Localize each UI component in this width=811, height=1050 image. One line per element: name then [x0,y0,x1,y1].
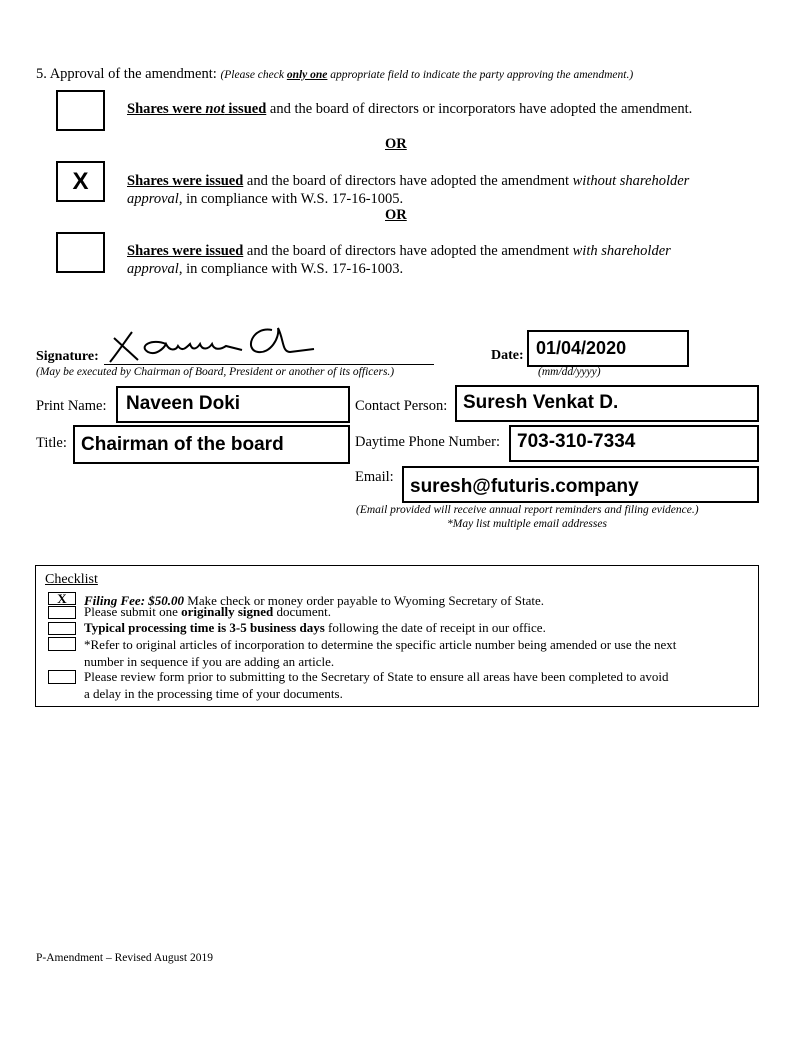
option-3-body-emph: with shareholder [572,243,671,259]
option-3-line2-emph: approval [127,261,179,277]
option-3-checkbox[interactable] [56,232,105,273]
print-name-label: Print Name: [36,398,107,414]
signature-note: (May be executed by Chairman of Board, President or another of its officers.) [36,366,395,378]
option-3-lead: Shares were issued [127,243,244,259]
option-2-mark: X [72,168,89,195]
date-label: Date: [491,348,524,363]
title-field[interactable] [73,425,350,464]
option-1-body: and the board of directors or incorporators have adopted the amendment. [266,101,693,117]
checklist-item-2 [84,604,331,620]
email-note-2: *May list multiple email addresses [447,518,607,530]
section-heading [36,66,633,83]
title-label: Title: [36,435,67,451]
option-3-body: and the board of directors have adopted the amendment [243,243,573,259]
checklist-item-2-post: document. [273,604,332,619]
email-label: Email: [355,469,394,485]
option-1-text [127,101,692,118]
option-1-lead: Shares were [127,101,206,117]
instruction-pre: (Please check [220,69,287,81]
option-1-checkbox[interactable] [56,90,105,131]
title-value: Chairman of the board [81,434,284,455]
contact-person-value: Suresh Venkat D. [463,392,619,413]
checklist-item-2-pre: Please submit one [84,604,182,619]
option-2-text [127,172,689,208]
contact-person-field[interactable] [455,385,759,422]
email-field[interactable] [402,466,759,503]
instruction-post: appropriate field to indicate the party approving the amendment.) [327,69,634,81]
checklist-item-4 [84,636,676,670]
option-2-checkbox[interactable] [56,161,105,202]
checklist-checkbox-3[interactable] [48,622,76,635]
option-2-line2-emph: approval [127,191,179,207]
print-name-field[interactable] [116,386,350,423]
signature-line [104,364,434,365]
checklist-checkbox-1[interactable] [48,592,76,605]
email-value: suresh@futuris.company [410,476,639,497]
instruction-emph: only one [286,69,328,81]
checklist-item-4-line1: *Refer to original articles of incorporation to determine the specific article number being amended or use the next [84,637,677,652]
option-1-lead-emph: not [205,101,225,117]
signature-label: Signature: [36,349,99,364]
section-title: 5. Approval of the amendment: [36,66,217,82]
print-name-value: Naveen Doki [126,393,241,414]
or-separator-1: OR [385,136,407,152]
date-format: (mm/dd/yyyy) [538,366,601,378]
phone-label: Daytime Phone Number: [355,434,500,450]
checklist-item-2-bold: originally signed [181,604,274,619]
email-note: (Email provided will receive annual report reminders and filing evidence.) [356,504,699,516]
option-2-line2: , in compliance with W.S. 17-16-1005. [178,191,404,207]
option-2-body-emph: without shareholder [572,173,690,189]
signature-image [104,316,344,366]
checklist-item-5-line2: a delay in the processing time of your documents. [84,686,343,701]
checklist-item-5 [84,668,668,702]
option-2-lead: Shares were issued [127,173,244,189]
or-separator-2: OR [385,207,407,223]
phone-value: 703-310-7334 [517,431,636,452]
option-3-text [127,242,671,278]
checklist-item-3-post: following the date of receipt in our office. [324,620,546,635]
checklist-item-1-text: Make check or money order payable to Wyoming Secretary of State. [184,593,544,608]
phone-field[interactable] [509,425,759,462]
option-1-lead-end: issued [224,101,267,117]
date-value: 01/04/2020 [536,338,627,358]
checklist-item-5-line1: Please review form prior to submitting to the Secretary of State to ensure all areas have been completed to avoid [84,669,669,684]
option-3-line2: , in compliance with W.S. 17-16-1003. [178,261,404,277]
checklist-title: Checklist [45,572,98,587]
checklist-item-4-line2: number in sequence if you are adding an article. [84,654,335,669]
checklist-item-3 [84,620,546,636]
form-footer: P-Amendment – Revised August 2019 [36,952,213,964]
checklist-checkbox-4[interactable] [48,637,76,651]
date-field[interactable] [527,330,689,367]
contact-person-label: Contact Person: [355,398,448,414]
checklist-mark-1: X [57,591,67,606]
option-2-body: and the board of directors have adopted the amendment [243,173,573,189]
checklist-item-3-bold: Typical processing time is 3-5 business days [84,620,325,635]
checklist-checkbox-5[interactable] [48,670,76,684]
checklist-checkbox-2[interactable] [48,606,76,619]
checklist-item-1-emph: Filing Fee: $50.00 [84,593,185,608]
